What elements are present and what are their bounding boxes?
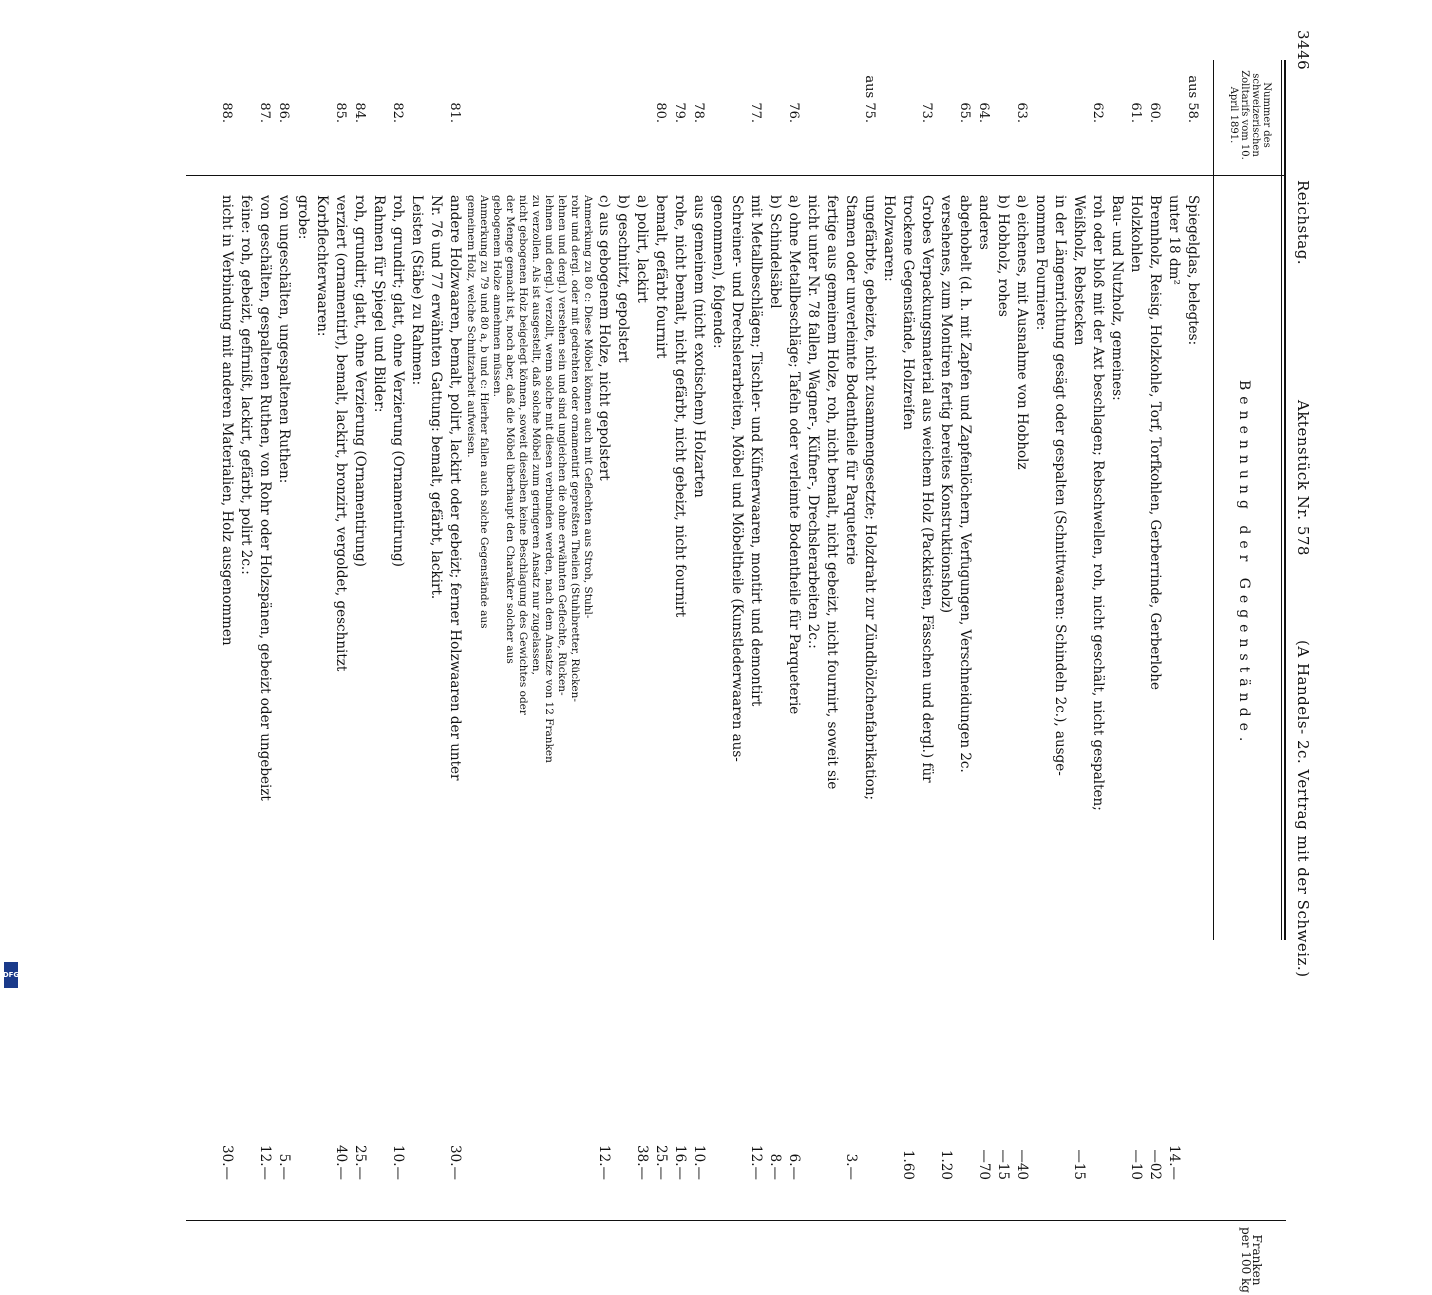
table-row bbox=[555, 0, 568, 1000]
tariff-number: 79. bbox=[672, 102, 687, 123]
document-title: Aktenstück Nr. 578 bbox=[1294, 400, 1312, 556]
duty-rate: 10.— bbox=[390, 1145, 406, 1180]
col-rule-2 bbox=[186, 1220, 1286, 1221]
table-row bbox=[529, 0, 542, 1000]
table-row bbox=[293, 0, 312, 1000]
item-description: in der Längenrichtung gesägt oder gespalten (Schnittwaaren: Schindeln 2c.), ausge- bbox=[1052, 195, 1068, 776]
item-description: b) Schindelsäbel bbox=[767, 195, 783, 309]
item-description: grobe: bbox=[295, 195, 311, 240]
item-description: fertige aus gemeinem Holze, roh, nicht bemalt, nicht gebeizt, nicht fournirt, soweit sie bbox=[824, 195, 840, 790]
item-description: bemalt, gefärbt fournirt bbox=[653, 195, 669, 359]
table-row bbox=[388, 0, 407, 1180]
table-row bbox=[407, 0, 426, 1000]
item-description: Anmerkung zu 79 und 80 a, b und c: Hierher fallen auch solche Gegenstände aus bbox=[478, 195, 490, 629]
item-description: rohr und dergl. oder mit gedrehten oder ornamentirt gepreßten Theilen (Stuhlbretter, Rücken- bbox=[569, 195, 581, 702]
duty-rate: —10 bbox=[1128, 1149, 1144, 1180]
table-row bbox=[464, 0, 477, 1000]
item-description: von ungeschälten, ungespaltenen Ruthen: bbox=[276, 195, 292, 484]
duty-rate: —15 bbox=[995, 1149, 1011, 1180]
tariff-number: 87. bbox=[257, 102, 272, 123]
table-row bbox=[369, 0, 388, 1000]
tariff-number: 73. bbox=[919, 102, 934, 123]
duty-rate: 1.20 bbox=[938, 1149, 954, 1180]
duty-rate: —02 bbox=[1147, 1149, 1163, 1180]
table-row bbox=[1012, 0, 1031, 1180]
tariff-number: 60. bbox=[1147, 102, 1162, 123]
top-rule-thin bbox=[1281, 60, 1282, 940]
table-row bbox=[477, 0, 490, 1000]
item-description: versehenes, zum Montiren fertig bereites Konstruktionsholz) bbox=[938, 195, 954, 613]
duty-rate: 25.— bbox=[352, 1145, 368, 1180]
item-description: roh, grundirt; glatt, ohne Verzierung (Ornamentirung) bbox=[390, 195, 406, 567]
item-description: Leisten (Stäbe) zu Rahmen: bbox=[409, 195, 425, 386]
item-description: a) polirt, lackirt bbox=[634, 195, 650, 303]
duty-rate: 12.— bbox=[748, 1145, 764, 1180]
item-description: b) geschnitzt, gepolstert bbox=[615, 195, 631, 363]
duty-rate: 8.— bbox=[767, 1153, 783, 1180]
duty-rate: 40.— bbox=[333, 1145, 349, 1180]
table-row bbox=[503, 0, 516, 1000]
item-description: a) eichenes, mit Ausnahme von Hobholz bbox=[1014, 195, 1030, 470]
item-description: Stamen oder unverleimte Bodentheile für Parqueterie bbox=[843, 195, 859, 565]
table-row bbox=[1088, 0, 1107, 1000]
tariff-number: 81. bbox=[447, 102, 462, 123]
duty-rate: 1.60 bbox=[900, 1149, 916, 1180]
duty-rate: 25.— bbox=[653, 1145, 669, 1180]
tariff-number: 65. bbox=[957, 102, 972, 123]
table-row bbox=[822, 0, 841, 1000]
duty-rate: 30.— bbox=[447, 1145, 463, 1180]
item-description: nicht in Verbindung mit anderen Materialien, Holz ausgenommen bbox=[219, 195, 235, 646]
table-row bbox=[955, 0, 974, 1000]
item-description: rohe, nicht bemalt, nicht gefärbt, nicht gebeizt, nicht fournirt bbox=[672, 195, 688, 618]
table-row bbox=[803, 0, 822, 1000]
item-description: Weißholz, Rebstecken bbox=[1071, 195, 1087, 346]
table-row bbox=[1183, 0, 1202, 1000]
table-row bbox=[746, 0, 765, 1180]
item-description: Spiegelglas, belegtes: bbox=[1185, 195, 1201, 346]
table-row bbox=[765, 0, 784, 1180]
item-description: nicht gebogenen Holz beigelegt können, soweit dieselben keine Beschlagung des Gewichtes oder bbox=[517, 195, 529, 715]
tariff-number: 82. bbox=[390, 102, 405, 123]
duty-rate: 10.— bbox=[691, 1145, 707, 1180]
tariff-number: 88. bbox=[219, 102, 234, 123]
item-description: b) Hobholz, rohes bbox=[995, 195, 1011, 317]
table-row bbox=[217, 0, 236, 1180]
item-description: zu verzollen. Als ist ausgestellt, daß solche Möbel zum geringeren Ansatz nur zugelassen, bbox=[530, 195, 542, 675]
table-row bbox=[689, 0, 708, 1180]
item-description: Grobes Verpackungsmaterial aus weichem Holz (Packkisten, Fässchen und dergl.) für bbox=[919, 195, 935, 783]
item-description: unter 18 dm² bbox=[1166, 195, 1182, 285]
duty-rate: 12.— bbox=[257, 1145, 273, 1180]
journal-name: Reichstag. bbox=[1294, 180, 1312, 266]
table-row bbox=[445, 0, 464, 1180]
duty-rate: 6.— bbox=[786, 1153, 802, 1180]
table-row bbox=[274, 0, 293, 1180]
item-description: andere Holzwaaren, bemalt, polirt, lackirt oder gebeizt; ferner Holzwaaren der unter bbox=[447, 195, 463, 781]
duty-rate: 14.— bbox=[1166, 1145, 1182, 1180]
table-row bbox=[898, 0, 917, 1180]
table-row bbox=[350, 0, 369, 1180]
item-description: feine: roh, gebeizt, gefirnißt, lackirt, gefärbt, polirt 2c.: bbox=[238, 195, 254, 575]
table-row bbox=[727, 0, 746, 1000]
tariff-number: aus 58. bbox=[1185, 75, 1200, 123]
table-row bbox=[613, 0, 632, 1000]
item-description: gemeinem Holz, welche Schnitzarbeit aufweisen. bbox=[465, 195, 477, 458]
item-description: Holzwaaren: bbox=[881, 195, 897, 282]
item-description: c) aus gebogenem Holze, nicht gepolstert bbox=[596, 195, 612, 481]
table-row bbox=[1050, 0, 1069, 1000]
item-description: lehnen und dergl.) verzollt, wenn solche mit diesen verbunden werden, nach dem Ansatze von 12 Franken bbox=[543, 195, 555, 763]
tariff-number: 80. bbox=[653, 102, 668, 123]
tariff-number: 61. bbox=[1128, 102, 1143, 123]
top-rule bbox=[1284, 60, 1286, 940]
item-description: lehnen und dergl.) versehen sein und sind ungleichen die ohne erwähnten Geflechte, Rücken- bbox=[556, 195, 568, 696]
item-description: von geschälten, gespaltenen Ruthen, von Rohr oder Holzspänen, gebeizt oder ungebeizt bbox=[257, 195, 273, 801]
table-row bbox=[1164, 0, 1183, 1180]
item-description: gebogenem Holze annehmen müssen. bbox=[491, 195, 503, 397]
table-row bbox=[426, 0, 445, 1000]
table-row bbox=[312, 0, 331, 1000]
item-description: anderes bbox=[976, 195, 992, 250]
table-row bbox=[1126, 0, 1145, 1180]
item-description: Nr. 76 und 77 erwähnten Gattung: bemalt, gefärbt, lackirt. bbox=[428, 195, 444, 600]
table-row bbox=[841, 0, 860, 1180]
dfg-logo: DFG bbox=[4, 962, 18, 988]
table-row bbox=[708, 0, 727, 1000]
table-row bbox=[568, 0, 581, 1000]
duty-rate: 5.— bbox=[276, 1153, 292, 1180]
item-description: nicht unter Nr. 78 fallen, Wagner-, Küfner-, Drechslerarbeiten 2c.: bbox=[805, 195, 821, 649]
item-description: genommen), folgende: bbox=[710, 195, 726, 349]
tariff-number: 86. bbox=[276, 102, 291, 123]
duty-rate: 16.— bbox=[672, 1145, 688, 1180]
duty-rate: 3.— bbox=[843, 1153, 859, 1180]
item-description: Bau- und Nutzholz, gemeines: bbox=[1109, 195, 1125, 401]
header-rule bbox=[1213, 60, 1214, 940]
table-row bbox=[1107, 0, 1126, 1000]
column-header-rate: Franken per 100 kg bbox=[1239, 1226, 1264, 1293]
table-row bbox=[879, 0, 898, 1000]
duty-rate: —70 bbox=[976, 1149, 992, 1180]
table-row bbox=[516, 0, 529, 1000]
table-row bbox=[490, 0, 503, 1000]
tariff-number: 78. bbox=[691, 102, 706, 123]
table-row bbox=[632, 0, 651, 1180]
table-row bbox=[1069, 0, 1088, 1180]
item-description: aus gemeinem (nicht exotischem) Holzarten bbox=[691, 195, 707, 498]
table-row bbox=[993, 0, 1012, 1180]
table-row bbox=[917, 0, 936, 1000]
page-number: 3446 bbox=[1294, 30, 1312, 71]
item-description: der Menge gemacht ist, noch aber, daß die Möbel überhaupt den Charakter solcher aus bbox=[504, 195, 516, 664]
item-description: Holzkohlen bbox=[1128, 195, 1144, 273]
table-row bbox=[974, 0, 993, 1180]
duty-rate: —40 bbox=[1014, 1149, 1030, 1180]
item-description: a) ohne Metallbeschläge; Tafeln oder verleimte Bodentheile für Parqueterie bbox=[786, 195, 802, 715]
duty-rate: 38.— bbox=[634, 1145, 650, 1180]
item-description: Rahmen für Spiegel und Bilder: bbox=[371, 195, 387, 413]
table-row bbox=[594, 0, 613, 1180]
item-description: trockene Gegenstände, Holzreifen bbox=[900, 195, 916, 430]
table-row bbox=[331, 0, 350, 1180]
item-description: nommen Fourniere: bbox=[1033, 195, 1049, 331]
item-description: abgehobelt (d. h. mit Zapfen und Zapfenlöchern, Verfugungen, Verschneidungen 2c. bbox=[957, 195, 973, 773]
table-row bbox=[255, 0, 274, 1180]
item-description: Anmerkung zu 80 c: Diese Möbel können auch mit Geflechten aus Stroh, Stuhl- bbox=[582, 195, 594, 619]
item-description: Brennholz, Reisig, Holzkohle, Torf, Torfkohlen, Gerberrinde, Gerberlohe bbox=[1147, 195, 1163, 690]
duty-rate: —15 bbox=[1071, 1149, 1087, 1180]
tariff-number: 64. bbox=[976, 102, 991, 123]
tariff-number: aus 75. bbox=[862, 75, 877, 123]
column-header-number: Nummer des schweizerischen Zolltarifs vom 10. April 1891. bbox=[1228, 70, 1272, 160]
tariff-number: 76. bbox=[786, 102, 801, 123]
item-description: verziert (ornamentirt), bemalt, lackirt, bronzirt, vergoldet, geschnitzt bbox=[333, 195, 349, 672]
table-row bbox=[651, 0, 670, 1180]
table-row bbox=[581, 0, 594, 1000]
item-description: mit Metallbeschlägen; Tischler- und Küfnerwaaren, montirt und demontirt bbox=[748, 195, 764, 707]
tariff-number: 77. bbox=[748, 102, 763, 123]
document-subject: (A Handels- 2c. Vertrag mit der Schweiz.) bbox=[1294, 640, 1312, 978]
table-row bbox=[670, 0, 689, 1180]
tariff-number: 85. bbox=[333, 102, 348, 123]
item-description: roh oder bloß mit der Axt beschlagen; Rebschwellen, roh, nicht geschält, nicht gespalten; bbox=[1090, 195, 1106, 811]
table-row bbox=[236, 0, 255, 1000]
table-row bbox=[936, 0, 955, 1180]
table-row bbox=[1031, 0, 1050, 1000]
item-description: roh, grundirt; glatt, ohne Verzierung (Ornamentirung) bbox=[352, 195, 368, 567]
column-header-title: Benennung der Gegenstände. bbox=[1236, 380, 1252, 748]
table-row bbox=[542, 0, 555, 1000]
duty-rate: 30.— bbox=[219, 1145, 235, 1180]
tariff-number: 63. bbox=[1014, 102, 1029, 123]
table-row bbox=[784, 0, 803, 1180]
tariff-number: 62. bbox=[1090, 102, 1105, 123]
table-row bbox=[860, 0, 879, 1000]
item-description: ungefärbte, gebeizte, nicht zusammengesetzte; Holzdraht zur Zündhölzchenfabrikation; bbox=[862, 195, 878, 801]
table-row bbox=[1145, 0, 1164, 1180]
duty-rate: 12.— bbox=[596, 1145, 612, 1180]
tariff-number: 84. bbox=[352, 102, 367, 123]
item-description: Korbflechterwaaren: bbox=[314, 195, 330, 337]
item-description: Schreiner- und Drechslerarbeiten, Möbel und Möbeltheile (Kunstlederwaaren aus- bbox=[729, 195, 745, 762]
